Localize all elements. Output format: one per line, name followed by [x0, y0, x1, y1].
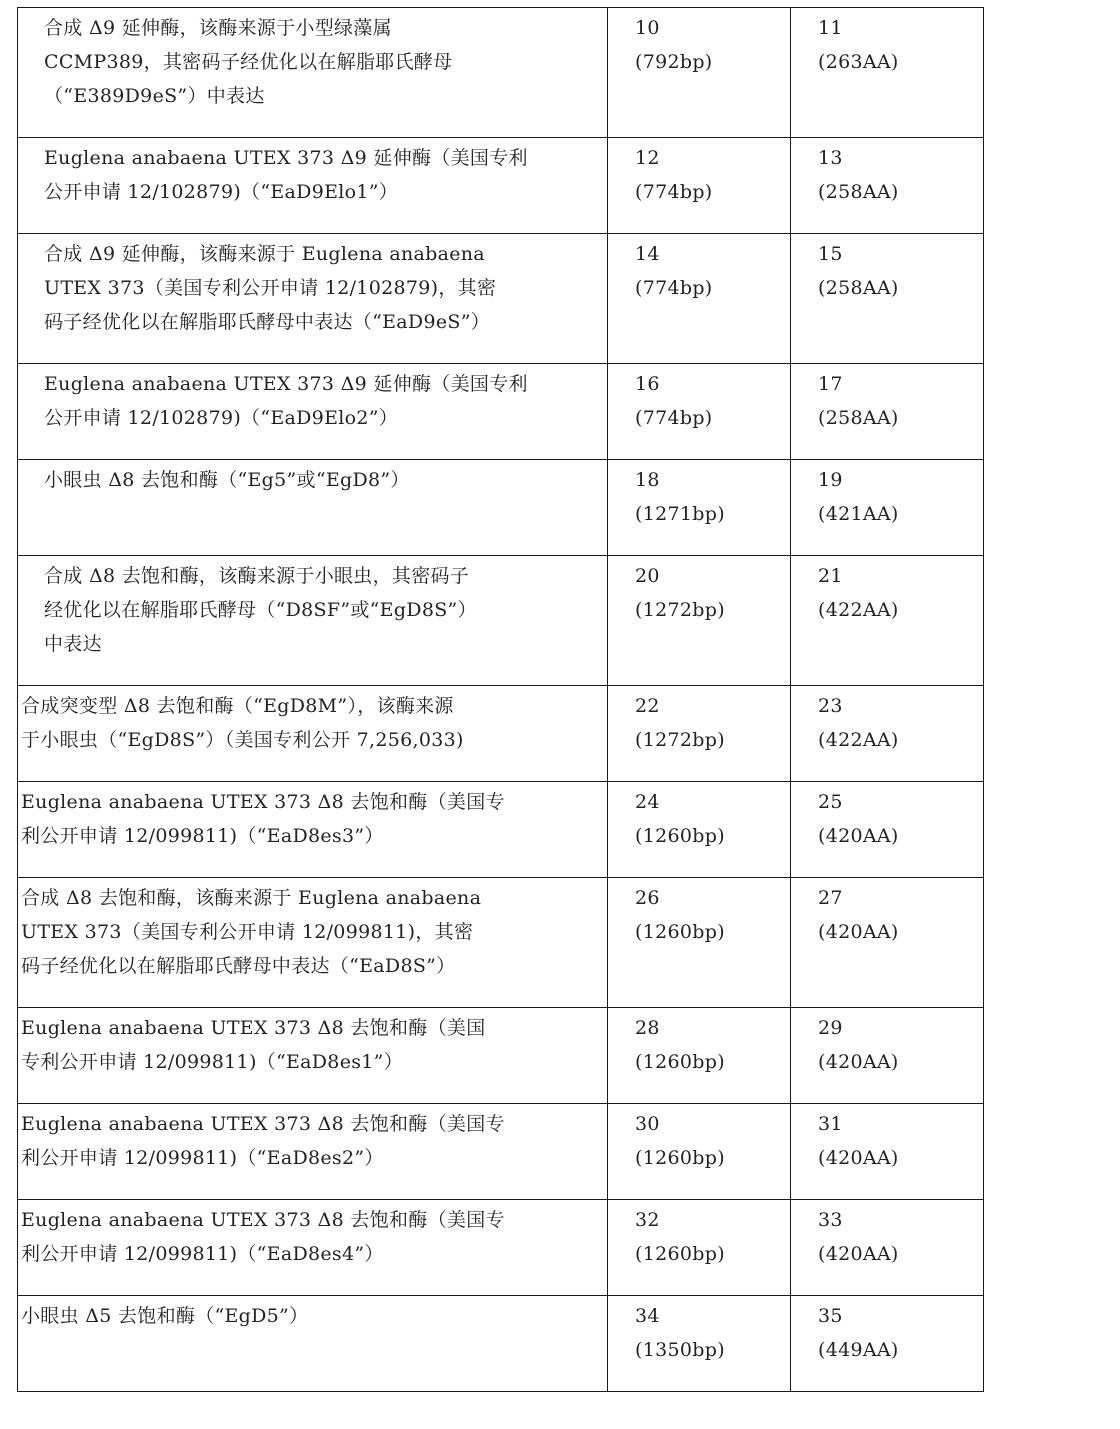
- description-cell: [18, 1104, 608, 1200]
- protein-length: (420AA): [818, 1051, 899, 1073]
- nucleotide-length: (1260bp): [635, 825, 725, 847]
- description-line: 合成 Δ8 去饱和酶，该酶来源于 Euglena anabaena: [21, 887, 482, 909]
- description-cell: [18, 782, 608, 878]
- nucleotide-seq-id: 12: [635, 147, 660, 169]
- nucleotide-seq-cell: [608, 686, 791, 782]
- nucleotide-seq-cell: [608, 556, 791, 686]
- protein-seq-cell: [791, 686, 984, 782]
- nucleotide-seq-cell: [608, 8, 791, 138]
- table-row: [18, 1008, 984, 1104]
- description-line: CCMP389，其密码子经优化以在解脂耶氏酵母: [44, 51, 453, 73]
- nucleotide-length: (1272bp): [635, 729, 725, 751]
- nucleotide-seq-id: 10: [635, 17, 660, 39]
- protein-seq-cell: [791, 460, 984, 556]
- nucleotide-seq-cell: [608, 878, 791, 1008]
- description-cell: [18, 234, 608, 364]
- description-cell: [18, 1008, 608, 1104]
- protein-seq-cell: [791, 878, 984, 1008]
- description-line: 小眼虫 Δ8 去饱和酶（“Eg5”或“EgD8”）: [44, 469, 410, 491]
- protein-length: (258AA): [818, 407, 899, 429]
- protein-length: (420AA): [818, 825, 899, 847]
- nucleotide-seq-cell: [608, 782, 791, 878]
- description-line: 合成 Δ9 延伸酶，该酶来源于小型绿藻属: [44, 17, 392, 39]
- description-line: 利公开申请 12/099811)（“EaD8es4”）: [21, 1243, 384, 1265]
- description-cell: [18, 8, 608, 138]
- table-row: [18, 8, 984, 138]
- description-cell: [18, 364, 608, 460]
- nucleotide-seq-cell: [608, 1296, 791, 1392]
- description-cell: [18, 1296, 608, 1392]
- protein-length: (420AA): [818, 1147, 899, 1169]
- protein-seq-cell: [791, 364, 984, 460]
- nucleotide-seq-cell: [608, 234, 791, 364]
- protein-length: (449AA): [818, 1339, 899, 1361]
- description-line: 专利公开申请 12/099811)（“EaD8es1”）: [21, 1051, 403, 1073]
- protein-seq-cell: [791, 556, 984, 686]
- description-line: 合成突变型 Δ8 去饱和酶（“EgD8M”），该酶来源: [21, 695, 454, 717]
- protein-length: (263AA): [818, 51, 899, 73]
- nucleotide-seq-cell: [608, 1008, 791, 1104]
- nucleotide-seq-id: 34: [635, 1305, 660, 1327]
- nucleotide-seq-id: 24: [635, 791, 660, 813]
- table-row: [18, 878, 984, 1008]
- protein-length: (258AA): [818, 277, 899, 299]
- table-row: [18, 138, 984, 234]
- description-line: 公开申请 12/102879)（“EaD9Elo2”）: [44, 407, 399, 429]
- table-row: [18, 364, 984, 460]
- description-line: 合成 Δ9 延伸酶，该酶来源于 Euglena anabaena: [44, 243, 485, 265]
- protein-seq-id: 19: [818, 469, 843, 491]
- nucleotide-seq-cell: [608, 364, 791, 460]
- description-line: 合成 Δ8 去饱和酶，该酶来源于小眼虫，其密码子: [44, 565, 470, 587]
- protein-length: (422AA): [818, 599, 899, 621]
- nucleotide-length: (1272bp): [635, 599, 725, 621]
- protein-seq-cell: [791, 138, 984, 234]
- table-row: [18, 556, 984, 686]
- description-cell: [18, 556, 608, 686]
- nucleotide-seq-id: 26: [635, 887, 660, 909]
- table-row: [18, 1104, 984, 1200]
- protein-seq-id: 15: [818, 243, 843, 265]
- table-row: [18, 460, 984, 556]
- protein-seq-id: 25: [818, 791, 843, 813]
- protein-seq-id: 33: [818, 1209, 843, 1231]
- nucleotide-seq-cell: [608, 460, 791, 556]
- protein-length: (258AA): [818, 181, 899, 203]
- description-cell: [18, 686, 608, 782]
- description-line: UTEX 373（美国专利公开申请 12/099811)，其密: [21, 921, 474, 943]
- protein-seq-cell: [791, 1296, 984, 1392]
- nucleotide-seq-cell: [608, 138, 791, 234]
- nucleotide-seq-id: 28: [635, 1017, 660, 1039]
- nucleotide-length: (1260bp): [635, 1147, 725, 1169]
- nucleotide-length: (774bp): [635, 407, 713, 429]
- table-row: [18, 782, 984, 878]
- nucleotide-length: (1260bp): [635, 1243, 725, 1265]
- nucleotide-seq-cell: [608, 1200, 791, 1296]
- description-line: UTEX 373（美国专利公开申请 12/102879)，其密: [44, 277, 497, 299]
- nucleotide-seq-id: 30: [635, 1113, 660, 1135]
- description-line: Euglena anabaena UTEX 373 Δ9 延伸酶（美国专利: [44, 147, 528, 169]
- table-row: [18, 1296, 984, 1392]
- protein-length: (421AA): [818, 503, 899, 525]
- protein-seq-cell: [791, 1008, 984, 1104]
- description-cell: [18, 1200, 608, 1296]
- nucleotide-length: (1350bp): [635, 1339, 725, 1361]
- nucleotide-seq-id: 14: [635, 243, 660, 265]
- description-line: Euglena anabaena UTEX 373 Δ8 去饱和酶（美国: [21, 1017, 486, 1039]
- protein-seq-cell: [791, 1200, 984, 1296]
- table-row: [18, 234, 984, 364]
- protein-seq-id: 31: [818, 1113, 843, 1135]
- protein-seq-cell: [791, 8, 984, 138]
- protein-length: (420AA): [818, 1243, 899, 1265]
- nucleotide-seq-id: 22: [635, 695, 660, 717]
- protein-seq-id: 23: [818, 695, 843, 717]
- nucleotide-seq-id: 20: [635, 565, 660, 587]
- protein-seq-cell: [791, 234, 984, 364]
- description-line: Euglena anabaena UTEX 373 Δ8 去饱和酶（美国专: [21, 1209, 505, 1231]
- protein-seq-cell: [791, 782, 984, 878]
- description-cell: [18, 460, 608, 556]
- description-line: 公开申请 12/102879)（“EaD9Elo1”）: [44, 181, 399, 203]
- protein-seq-id: 21: [818, 565, 843, 587]
- protein-seq-cell: [791, 1104, 984, 1200]
- nucleotide-seq-id: 32: [635, 1209, 660, 1231]
- table-row: [18, 686, 984, 782]
- nucleotide-seq-cell: [608, 1104, 791, 1200]
- nucleotide-length: (792bp): [635, 51, 713, 73]
- description-line: 经优化以在解脂耶氏酵母（“D8SF”或“EgD8S”）: [44, 599, 477, 621]
- description-line: 码子经优化以在解脂耶氏酵母中表达（“EaD9eS”）: [44, 311, 491, 333]
- description-line: Euglena anabaena UTEX 373 Δ9 延伸酶（美国专利: [44, 373, 528, 395]
- description-cell: [18, 138, 608, 234]
- protein-seq-id: 13: [818, 147, 843, 169]
- protein-seq-id: 35: [818, 1305, 843, 1327]
- description-line: 码子经优化以在解脂耶氏酵母中表达（“EaD8S”）: [21, 955, 456, 977]
- description-line: （“E389D9eS”）中表达: [44, 85, 265, 107]
- description-line: Euglena anabaena UTEX 373 Δ8 去饱和酶（美国专: [21, 1113, 505, 1135]
- protein-length: (420AA): [818, 921, 899, 943]
- table-row: [18, 1200, 984, 1296]
- nucleotide-length: (1260bp): [635, 921, 725, 943]
- nucleotide-length: (1271bp): [635, 503, 725, 525]
- description-line: 中表达: [44, 633, 102, 655]
- sequence-table: [17, 7, 984, 1392]
- nucleotide-seq-id: 18: [635, 469, 660, 491]
- protein-seq-id: 17: [818, 373, 843, 395]
- description-cell: [18, 878, 608, 1008]
- protein-seq-id: 11: [818, 17, 843, 39]
- nucleotide-length: (1260bp): [635, 1051, 725, 1073]
- description-line: 利公开申请 12/099811)（“EaD8es3”）: [21, 825, 384, 847]
- nucleotide-seq-id: 16: [635, 373, 660, 395]
- protein-seq-id: 27: [818, 887, 843, 909]
- description-line: 于小眼虫（“EgD8S”）（美国专利公开 7,256,033): [21, 729, 464, 751]
- nucleotide-length: (774bp): [635, 277, 713, 299]
- description-line: 利公开申请 12/099811)（“EaD8es2”）: [21, 1147, 384, 1169]
- protein-length: (422AA): [818, 729, 899, 751]
- protein-seq-id: 29: [818, 1017, 843, 1039]
- description-line: 小眼虫 Δ5 去饱和酶（“EgD5”）: [21, 1305, 309, 1327]
- description-line: Euglena anabaena UTEX 373 Δ8 去饱和酶（美国专: [21, 791, 505, 813]
- nucleotide-length: (774bp): [635, 181, 713, 203]
